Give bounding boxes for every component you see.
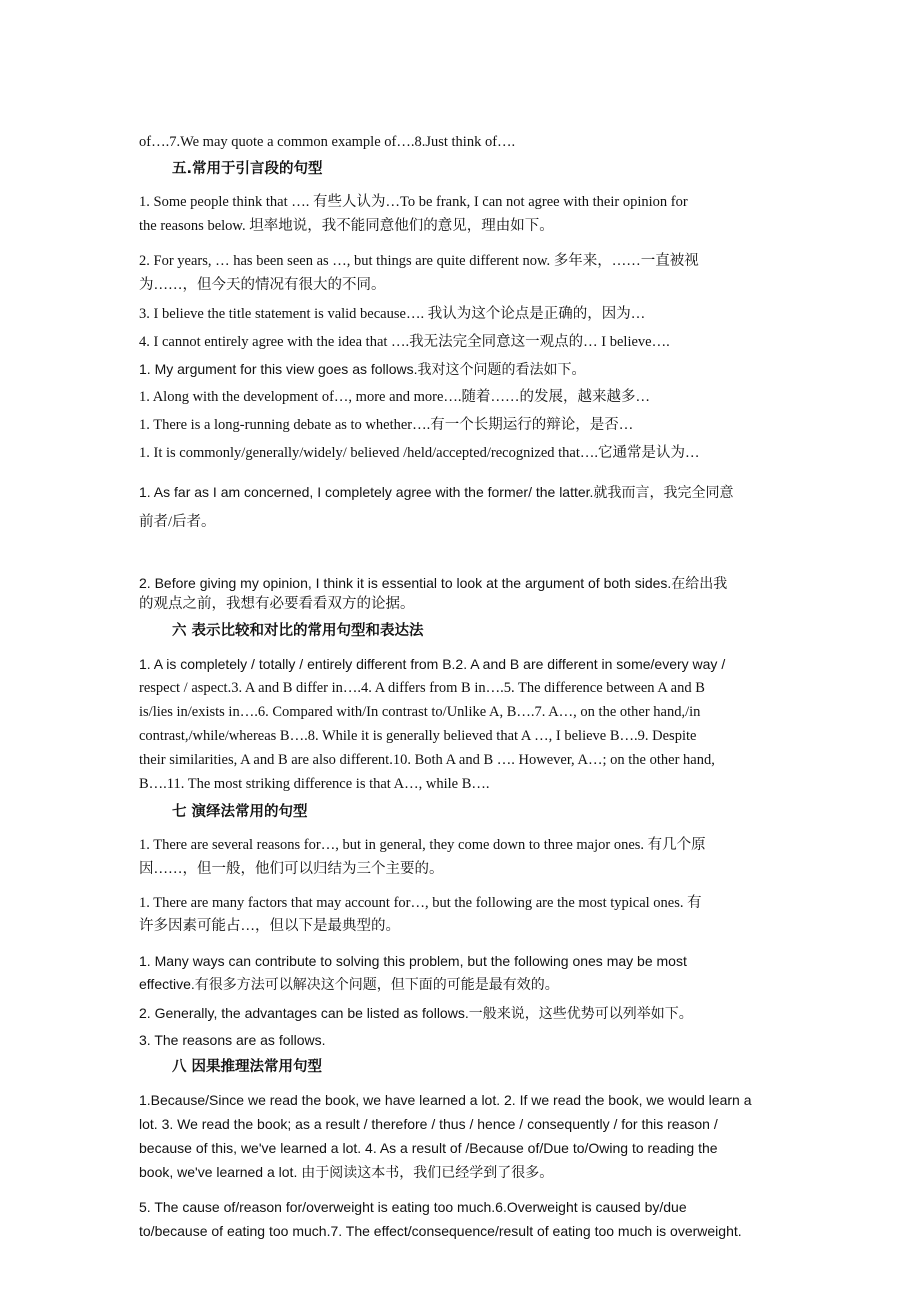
- text-line: 的观点之前，我想有必要看看双方的论据。: [139, 596, 415, 612]
- text-line: of….7.We may quote a common example of….8.Just think of….: [139, 134, 516, 150]
- text-line: 1. Along with the development of…, more and more….随着……的发展，越来越多…: [139, 389, 651, 405]
- text-line: 1. As far as I am concerned, I completely agree with the former/ the latter.就我而言，我完全同意: [139, 484, 734, 500]
- text-line: 因……，但一般，他们可以归结为三个主要的。: [139, 861, 444, 877]
- text-line: 许多因素可能占…，但以下是最典型的。: [139, 918, 400, 934]
- text-line: 2. Generally, the advantages can be listed as follows.一般来说，这些优势可以列举如下。: [139, 1005, 693, 1021]
- text-line: contrast,/while/whereas B….8. While it is generally believed that A …, I believe B….9. Despite: [139, 728, 697, 744]
- text-line: 2. For years, … has been seen as …, but things are quite different now. 多年来，……一直被视: [139, 253, 699, 269]
- text-line: 5. The cause of/reason for/overweight is eating too much.6.Overweight is caused by/due: [139, 1199, 687, 1215]
- text-line: 前者/后者。: [139, 514, 216, 530]
- text-line: book, we've learned a lot. 由于阅读这本书，我们已经学到了很多。: [139, 1164, 554, 1180]
- text-line: 1. It is commonly/generally/widely/ believed /held/accepted/recognized that….它通常是认为…: [139, 445, 700, 461]
- text-line: 4. I cannot entirely agree with the idea that ….我无法完全同意这一观点的… I believe….: [139, 334, 670, 350]
- text-line: is/lies in/exists in….6. Compared with/In contrast to/Unlike A, B….7. A…, on the other hand,/in: [139, 704, 701, 720]
- text-line: 3. I believe the title statement is valid because…. 我认为这个论点是正确的，因为…: [139, 306, 646, 322]
- text-line: lot. 3. We read the book; as a result / therefore / thus / hence / consequently / for this reason /: [139, 1116, 718, 1132]
- section-heading-8: 八 因果推理法常用句型: [172, 1059, 323, 1075]
- text-line: 1. There are several reasons for…, but in general, they come down to three major ones. 有几个原: [139, 837, 706, 853]
- text-line: effective.有很多方法可以解决这个问题，但下面的可能是最有效的。: [139, 976, 559, 992]
- text-line: because of this, we've learned a lot. 4. As a result of /Because of/Due to/Owing to reading the: [139, 1140, 718, 1156]
- text-line: 1. Many ways can contribute to solving this problem, but the following ones may be most: [139, 953, 687, 969]
- text-line: 1. There is a long-running debate as to whether….有一个长期运行的辩论，是否…: [139, 417, 634, 433]
- text-line: the reasons below. 坦率地说，我不能同意他们的意见，理由如下。: [139, 218, 554, 234]
- text-line: 2. Before giving my opinion, I think it is essential to look at the argument of both sides.在给出我: [139, 575, 728, 591]
- text-line: 1. A is completely / totally / entirely different from B.2. A and B are different in some/every way /: [139, 656, 726, 672]
- text-line: to/because of eating too much.7. The effect/consequence/result of eating too much is overweight.: [139, 1223, 742, 1239]
- section-heading-5: 五.常用于引言段的句型: [172, 161, 323, 177]
- text-line: B….11. The most striking difference is that A…, while B….: [139, 776, 490, 792]
- text-line: 1. Some people think that …. 有些人认为…To be frank, I can not agree with their opinion for: [139, 194, 688, 210]
- text-line: 为……，但今天的情况有很大的不同。: [139, 277, 386, 293]
- text-line: 1.Because/Since we read the book, we have learned a lot. 2. If we read the book, we would learn a: [139, 1092, 752, 1108]
- text-line: 1. My argument for this view goes as follows.我对这个问题的看法如下。: [139, 361, 586, 377]
- section-heading-7: 七 演绎法常用的句型: [172, 804, 308, 820]
- text-line: 3. The reasons are as follows.: [139, 1032, 326, 1048]
- text-line: respect / aspect.3. A and B differ in….4. A differs from B in….5. The difference between A and B: [139, 680, 705, 696]
- text-line: their similarities, A and B are also different.10. Both A and B …. However, A…; on the other hand,: [139, 752, 715, 768]
- section-heading-6: 六 表示比较和对比的常用句型和表达法: [172, 623, 424, 639]
- text-line: 1. There are many factors that may account for…, but the following are the most typical ones. 有: [139, 895, 702, 911]
